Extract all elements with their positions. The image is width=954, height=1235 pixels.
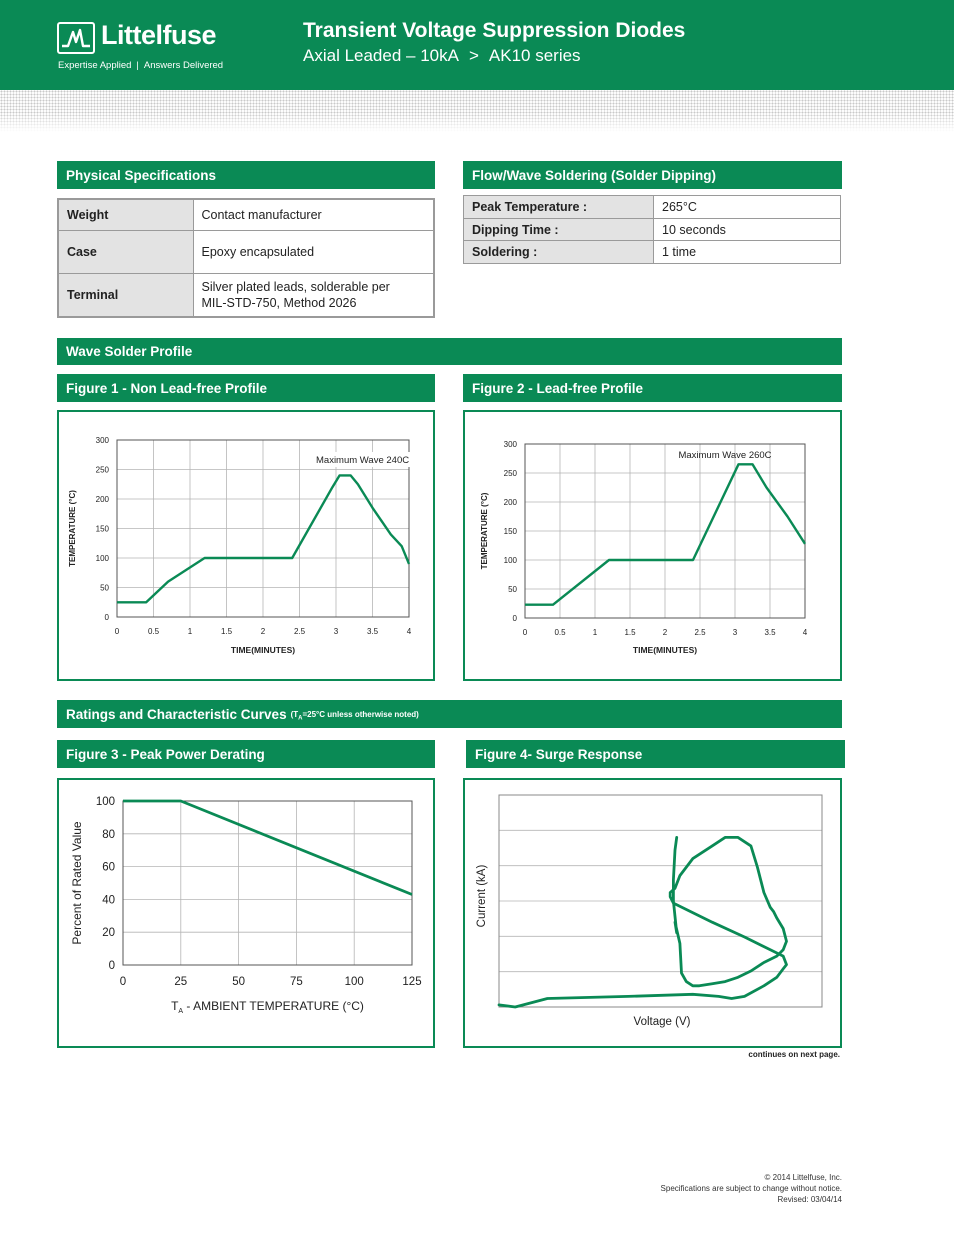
page-header <box>0 0 954 90</box>
x-tick-label: 0 <box>522 628 528 637</box>
x-tick-label: 2.5 <box>293 627 306 636</box>
figure-2-heading: Figure 2 - Lead-free Profile <box>463 374 842 402</box>
spec-label: Case <box>58 230 193 273</box>
page-footer <box>560 1172 842 1205</box>
plot-frame <box>123 801 412 965</box>
spec-label: Weight <box>58 199 193 230</box>
ratings-heading: Ratings and Characteristic Curves ($T_A=25^\circ C$ unless otherwise noted) <box>57 700 842 728</box>
revision-date: Revised: 03/04/14 <box>777 1195 842 1204</box>
brand-name: Littelfuse <box>101 20 217 50</box>
table-row <box>58 199 434 230</box>
y-tick-label: 150 <box>95 524 109 534</box>
x-tick-label: 75 <box>290 976 303 988</box>
y-tick-label: 250 <box>95 465 109 475</box>
spec-value: Silver plated leads, solderable per MIL-STD-750, Method 2026 <box>193 273 434 317</box>
chart-annotation: Maximum Wave 260C <box>678 450 772 461</box>
ratings-note: ($T_A=25^\circ C$ unless otherwise noted) <box>290 709 419 722</box>
x-tick-label: 1 <box>592 628 598 637</box>
y-axis-label: Current (kA) <box>476 864 488 928</box>
x-axis-label: Voltage (V) <box>633 1016 691 1028</box>
spec-label: Dipping Time : <box>464 219 654 241</box>
table-row <box>58 273 434 317</box>
x-tick-label: 3 <box>732 628 738 637</box>
x-tick-label: 3.5 <box>764 628 776 637</box>
y-tick-label: 0 <box>512 613 517 623</box>
table-row <box>464 219 841 241</box>
header-dot-pattern <box>0 90 954 132</box>
x-tick-label: 125 <box>402 976 422 988</box>
y-tick-label: 0 <box>108 960 115 973</box>
y-tick-label: 200 <box>503 497 517 507</box>
x-tick-label: 3.5 <box>366 627 379 636</box>
y-tick-label: 300 <box>503 439 517 449</box>
figure-4-heading: Figure 4- Surge Response <box>466 740 845 768</box>
y-axis-label: TEMPERATURE (°C) <box>68 490 77 567</box>
y-axis-label: Percent of Rated Value <box>70 821 84 945</box>
copyright: © 2014 Littelfuse, Inc. <box>764 1173 842 1182</box>
y-tick-label: 60 <box>102 861 115 874</box>
physical-specs-table <box>57 198 435 318</box>
y-tick-label: 100 <box>95 796 115 809</box>
x-tick-label: 0 <box>114 627 120 636</box>
figure-2-chart <box>465 412 840 679</box>
table-row <box>464 241 841 264</box>
figure-2-panel <box>463 410 842 681</box>
figure-3-panel <box>57 778 435 1048</box>
x-tick-label: 1.5 <box>220 627 233 636</box>
y-tick-label: 20 <box>102 927 115 940</box>
document-title: Transient Voltage Suppression Diodes <box>303 19 686 42</box>
x-tick-label: 0.5 <box>554 628 566 637</box>
physical-specs-heading: Physical Specifications <box>57 161 435 189</box>
figure-1-chart <box>59 412 433 679</box>
spec-value: 265°C <box>654 196 841 219</box>
table-row <box>464 196 841 219</box>
x-tick-label: 1 <box>187 627 193 636</box>
brand-tagline: Expertise Applied | Answers Delivered <box>58 60 224 71</box>
series-line <box>499 837 787 1007</box>
x-tick-label: 0.5 <box>147 627 160 636</box>
littelfuse-logo-icon <box>57 22 95 54</box>
figure-4-chart <box>465 780 840 1046</box>
series-line <box>123 801 412 895</box>
x-tick-label: 25 <box>174 976 188 988</box>
x-tick-label: 2 <box>662 628 668 637</box>
x-tick-label: 50 <box>232 976 245 988</box>
spec-value: 10 seconds <box>654 219 841 241</box>
x-tick-label: 0 <box>119 976 127 988</box>
y-tick-label: 100 <box>503 555 517 565</box>
x-tick-label: 100 <box>344 976 364 988</box>
spec-label: Peak Temperature : <box>464 196 654 219</box>
flow-soldering-table <box>463 195 841 264</box>
y-tick-label: 300 <box>95 435 109 445</box>
x-axis-label: TIME(MINUTES) <box>632 645 698 655</box>
y-tick-label: 80 <box>102 828 115 841</box>
chart-annotation: Maximum Wave 240C <box>316 455 410 466</box>
x-axis-label: $T_A$ - AMBIENT TEMPERATURE (°C) <box>171 999 364 1015</box>
y-tick-label: 250 <box>503 468 517 478</box>
y-tick-label: 0 <box>104 612 109 622</box>
disclaimer: Specifications are subject to change without notice. <box>660 1184 842 1193</box>
figure-3-chart <box>59 780 433 1046</box>
spec-value: 1 time <box>654 241 841 264</box>
figure-4-panel <box>463 778 842 1048</box>
wave-solder-heading: Wave Solder Profile <box>57 338 842 365</box>
x-tick-label: 1.5 <box>624 628 636 637</box>
x-tick-label: 3 <box>333 627 339 636</box>
x-axis-label: TIME(MINUTES) <box>230 645 296 655</box>
y-tick-label: 200 <box>95 494 109 504</box>
x-tick-label: 2.5 <box>694 628 706 637</box>
table-row <box>58 230 434 273</box>
y-tick-label: 50 <box>508 584 517 594</box>
document-subtitle: Axial Leaded – 10kA > AK10 series <box>303 46 581 65</box>
flow-soldering-heading: Flow/Wave Soldering (Solder Dipping) <box>463 161 842 189</box>
x-tick-label: 2 <box>260 627 266 636</box>
x-tick-label: 4 <box>802 628 808 637</box>
y-tick-label: 100 <box>95 553 109 563</box>
y-tick-label: 50 <box>100 583 109 593</box>
x-tick-label: 4 <box>406 627 412 636</box>
figure-1-panel <box>57 410 435 681</box>
continues-note: continues on next page. <box>748 1050 840 1059</box>
spec-label: Terminal <box>58 273 193 317</box>
y-axis-label: TEMPERATURE (°C) <box>480 492 489 570</box>
spec-value: Epoxy encapsulated <box>193 230 434 273</box>
spec-value: Contact manufacturer <box>193 199 434 230</box>
figure-1-heading: Figure 1 - Non Lead-free Profile <box>57 374 435 402</box>
y-tick-label: 40 <box>102 894 115 907</box>
figure-3-heading: Figure 3 - Peak Power Derating <box>57 740 435 768</box>
spec-label: Soldering : <box>464 241 654 264</box>
y-tick-label: 150 <box>503 526 517 536</box>
